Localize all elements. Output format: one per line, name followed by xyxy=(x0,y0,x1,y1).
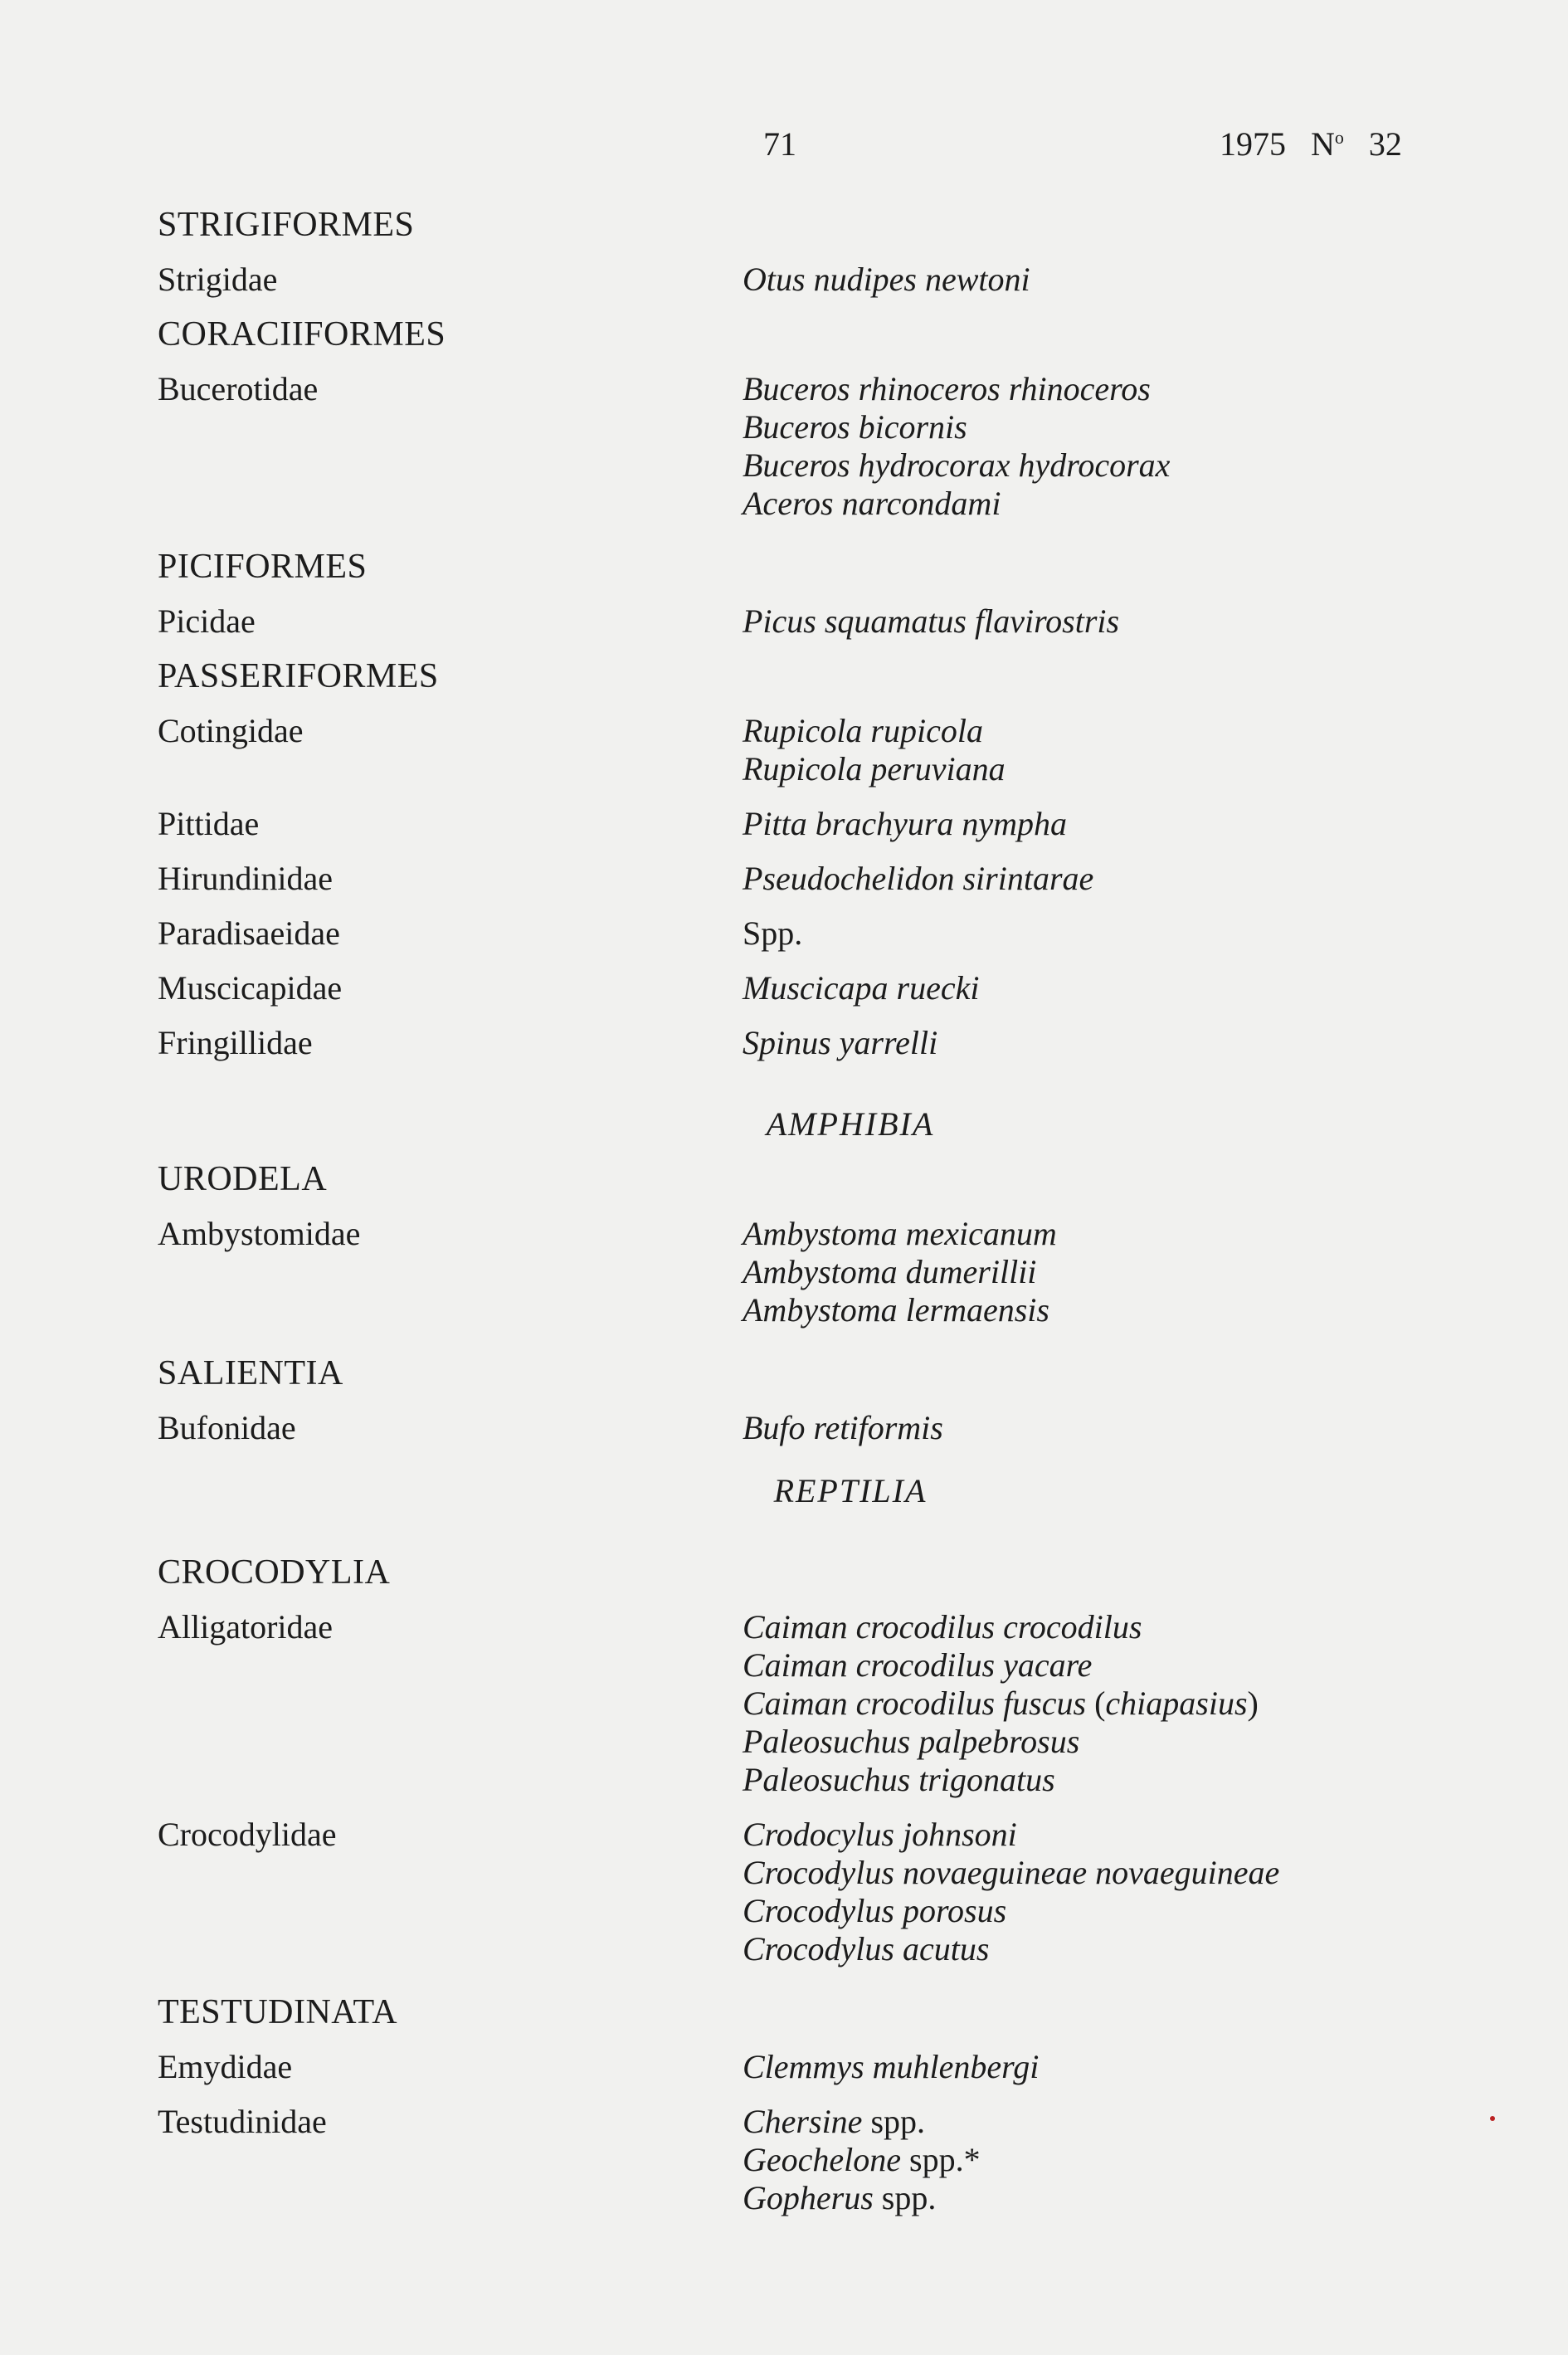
family-row-picidae xyxy=(158,602,1452,641)
issue-label xyxy=(1220,124,1402,163)
class-title-reptilia: REPTILIA xyxy=(773,1472,928,1509)
family-name: Bucerotidae xyxy=(158,370,319,407)
species-name: Pseudochelidon sirintarae xyxy=(743,860,1094,897)
family-row-testudinidae xyxy=(158,2103,1452,2217)
species-name: Bufo retiformis xyxy=(743,1409,943,1446)
order-row-urodela xyxy=(158,1160,1452,1198)
family-row-bufonidae xyxy=(158,1409,1452,1447)
species-name: Buceros rhinoceros rhinoceros xyxy=(743,370,1151,407)
family-row-fringillidae xyxy=(158,1024,1452,1062)
synonym-name: chiapasius xyxy=(1105,1685,1248,1722)
order-name: PICIFORMES xyxy=(158,548,368,586)
species-name: Aceros narcondami xyxy=(743,485,1001,522)
species-name: Ambystoma dumerillii xyxy=(743,1253,1037,1290)
order-name: SALIENTIA xyxy=(158,1354,343,1392)
family-row-hirundinidae xyxy=(158,860,1452,898)
species-name: Pitta brachyura nympha xyxy=(743,805,1068,842)
species-name: Rupicola peruviana xyxy=(743,750,1006,787)
species-name: Rupicola rupicola xyxy=(743,712,983,749)
species-name-with-synonym xyxy=(743,1685,1452,1723)
family-name: Emydidae xyxy=(158,2048,293,2085)
genus-suffix: spp. xyxy=(862,2103,926,2140)
family-row-crocodylidae xyxy=(158,1816,1452,1968)
family-name: Hirundinidae xyxy=(158,860,334,897)
species-name: Ambystoma mexicanum xyxy=(743,1215,1057,1252)
family-name: Fringillidae xyxy=(158,1024,313,1061)
species-name: Crodocylus johnsoni xyxy=(743,1816,1017,1853)
family-name: Strigidae xyxy=(158,261,278,298)
order-name: CROCODYLIA xyxy=(158,1553,391,1592)
family-row-strigidae xyxy=(158,261,1452,299)
family-name: Cotingidae xyxy=(158,712,304,749)
order-row-passeriformes xyxy=(158,657,1452,695)
family-name: Pittidae xyxy=(158,805,260,842)
species-name: Paleosuchus trigonatus xyxy=(743,1761,1055,1798)
issue-no-sup: o xyxy=(1334,127,1344,148)
order-name: TESTUDINATA xyxy=(158,1993,398,2031)
species-list xyxy=(158,206,1452,2217)
genus-suffix: spp. xyxy=(873,2179,937,2216)
class-title-amphibia: AMPHIBIA xyxy=(766,1105,935,1143)
genus-name: Chersine xyxy=(743,2103,863,2140)
family-row-emydidae xyxy=(158,2048,1452,2086)
species-name: Caiman crocodilus crocodilus xyxy=(743,1608,1142,1646)
species-name: Crocodylus acutus xyxy=(743,1930,990,1967)
order-row-crocodylia xyxy=(158,1553,1452,1592)
family-name: Picidae xyxy=(158,602,256,640)
family-row-cotingidae xyxy=(158,712,1452,788)
family-name: Bufonidae xyxy=(158,1409,296,1446)
family-name: Crocodylidae xyxy=(158,1816,337,1853)
family-row-bucerotidae xyxy=(158,370,1452,523)
species-name: Paleosuchus palpebrosus xyxy=(743,1723,1080,1760)
family-row-paradisaeidae xyxy=(158,914,1452,953)
species-name: Crocodylus novaeguineae novaeguineae xyxy=(743,1854,1280,1891)
page-number: 71 xyxy=(763,125,796,163)
family-row-ambystomidae xyxy=(158,1215,1452,1329)
species-name: Spinus yarrelli xyxy=(743,1024,938,1061)
species-name: Buceros bicornis xyxy=(743,408,967,446)
order-name: STRIGIFORMES xyxy=(158,206,415,244)
species-name: Caiman crocodilus yacare xyxy=(743,1646,1093,1684)
species-name xyxy=(743,2179,1452,2217)
family-row-pittidae xyxy=(158,805,1452,843)
order-row-salientia xyxy=(158,1354,1452,1392)
order-name: CORACIIFORMES xyxy=(158,315,446,353)
family-name: Ambystomidae xyxy=(158,1215,361,1252)
order-name: URODELA xyxy=(158,1160,328,1198)
issue-year: 1975 xyxy=(1220,125,1286,163)
species-name xyxy=(743,2141,1452,2179)
species-name: Clemmys muhlenbergi xyxy=(743,2048,1040,2085)
family-name: Alligatoridae xyxy=(158,1608,334,1646)
species-name: Spp. xyxy=(743,914,803,952)
genus-suffix: spp.* xyxy=(901,2141,981,2178)
genus-name: Geochelone xyxy=(743,2141,902,2178)
order-name: PASSERIFORMES xyxy=(158,657,439,695)
species-name: Otus nudipes newtoni xyxy=(743,261,1030,298)
species-name: Buceros hydrocorax hydrocorax xyxy=(743,446,1171,484)
issue-number: 32 xyxy=(1368,125,1402,163)
species-name: Ambystoma lermaensis xyxy=(743,1291,1049,1329)
close-paren: ) xyxy=(1247,1685,1259,1722)
family-name: Testudinidae xyxy=(158,2103,327,2140)
family-name: Muscicapidae xyxy=(158,969,343,1007)
genus-name: Gopherus xyxy=(743,2179,874,2216)
order-row-coraciiformes xyxy=(158,315,1452,353)
species-name: Picus squamatus flavirostris xyxy=(743,602,1120,640)
species-name: Caiman crocodilus fuscus xyxy=(743,1685,1087,1722)
order-row-testudinata xyxy=(158,1993,1452,2031)
order-row-piciformes xyxy=(158,548,1452,586)
family-row-alligatoridae xyxy=(158,1608,1452,1799)
open-paren: ( xyxy=(1094,1685,1106,1722)
order-row-strigiformes xyxy=(158,206,1452,244)
species-name: Crocodylus porosus xyxy=(743,1892,1007,1929)
family-row-muscicapidae xyxy=(158,969,1452,1007)
ink-speck xyxy=(1490,2116,1495,2121)
issue-no-label: N xyxy=(1311,125,1335,163)
species-name: Muscicapa ruecki xyxy=(743,969,980,1007)
species-name xyxy=(743,2103,1452,2141)
family-name: Paradisaeidae xyxy=(158,914,340,952)
